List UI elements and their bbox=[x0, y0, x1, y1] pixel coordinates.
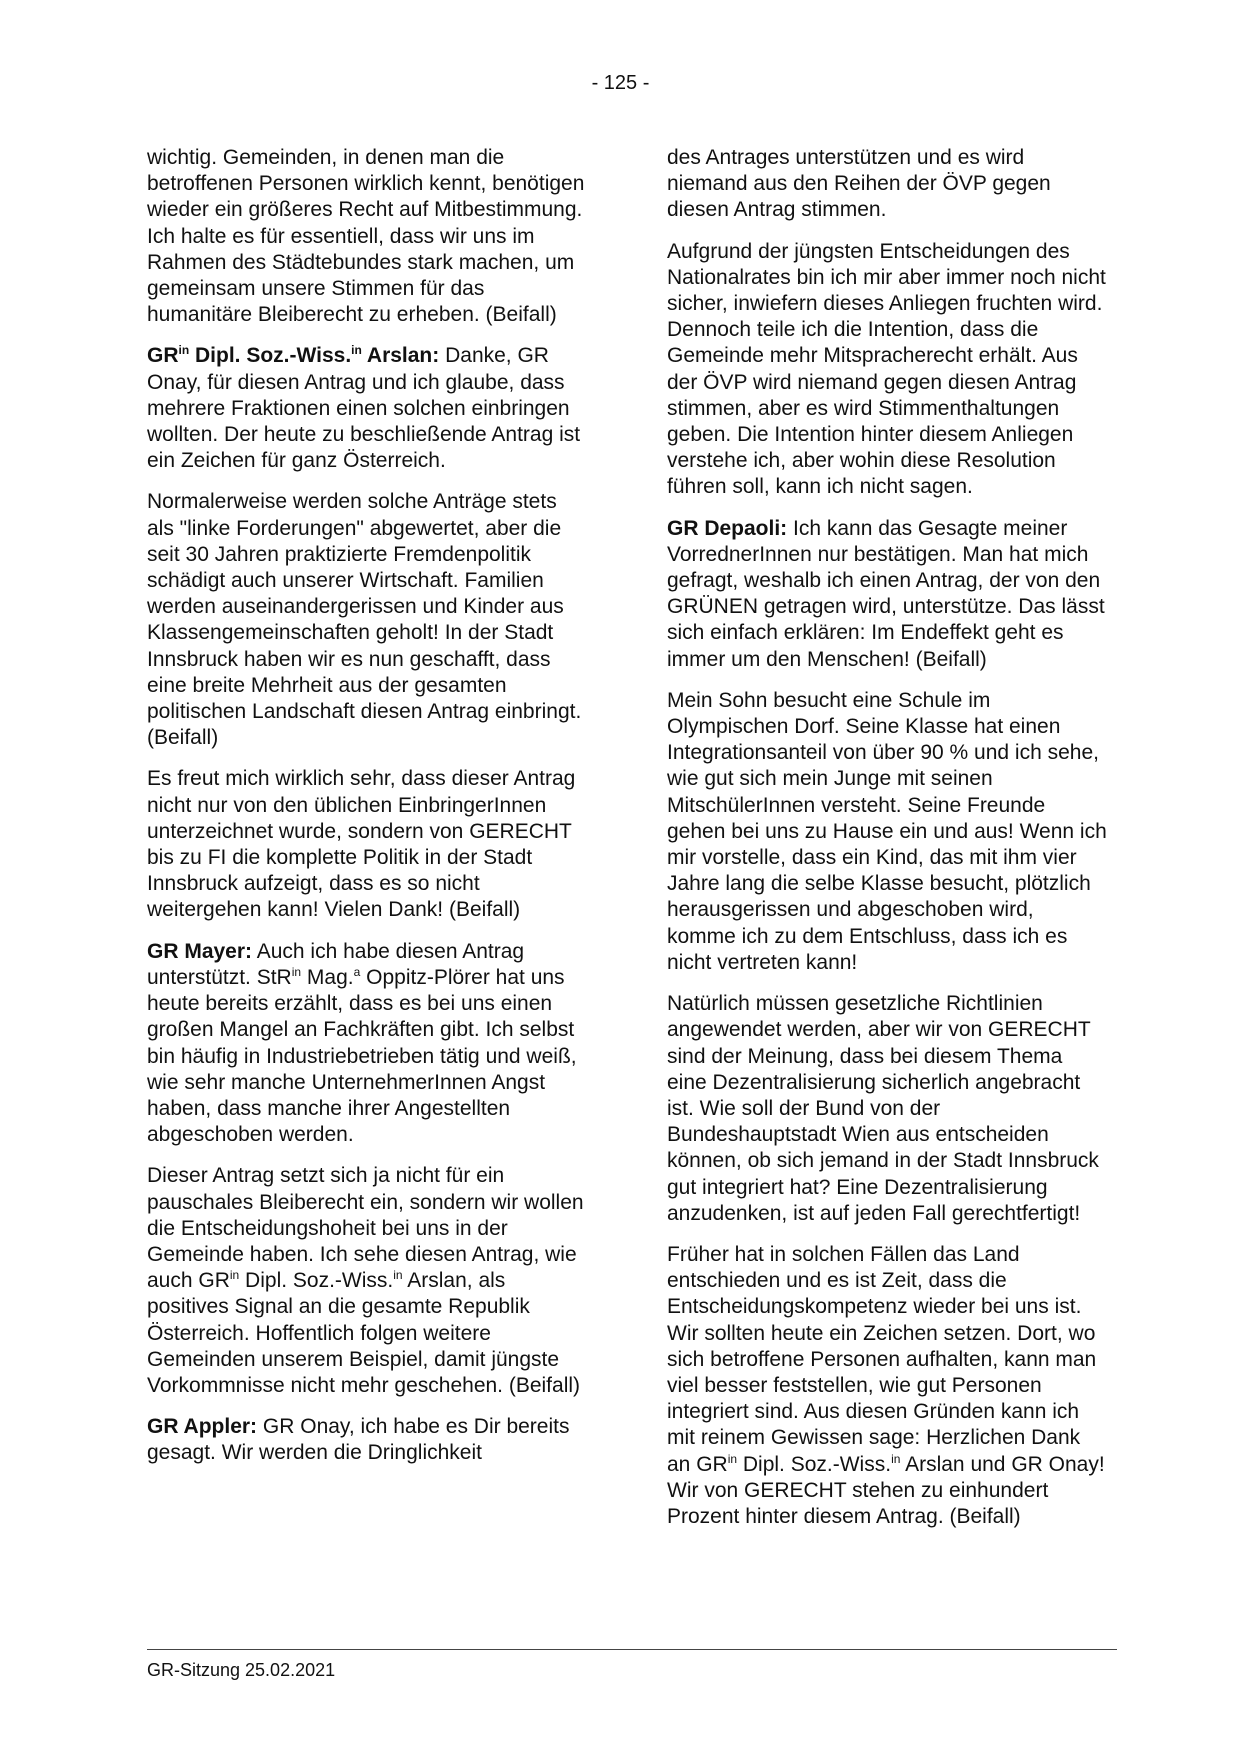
speaker-name: $GR^{in}$ Dipl. Soz.-Wiss.$^{in}$ Arslan: bbox=[147, 343, 440, 368]
speaker-name: GR Depaoli: bbox=[667, 516, 788, 540]
paragraph: Mein Sohn besucht eine Schule im Olympischen Dorf. Seine Klasse hat einen Integrationsanteil von über 90 % und ich sehe, wie gut sich mein Junge mit seinen MitschülerInnen versteht. Seine Freunde gehen bei uns zu Hause ein und aus! Wenn ich mir vorstelle, dass ein Kind, das mit ihm vier Jahre lang die selbe Klasse besucht, plötzlich herausgerissen und abgeschoben wird, komme ich zu dem Entschluss, dass ich es nicht vertreten kann! bbox=[667, 688, 1107, 974]
footer-divider bbox=[147, 1649, 1117, 1650]
paragraph: $GR^{in}$ Dipl. Soz.-Wiss.$^{in}$ Arslan: Danke, GR Onay, für diesen Antrag und ich glaube, dass mehrere Fraktionen einen solchen einbringen wollten. Der heute zu beschließende Antrag ist ein Zeichen für ganz Österreich. bbox=[147, 343, 581, 473]
paragraph: GR Depaoli: Ich kann das Gesagte meiner VorrednerInnen nur bestätigen. Man hat mich gefragt, weshalb ich einen Antrag, der von den GRÜNEN getragen wird, unterstütze. Das lässt sich einfach erklären: Im Endeffekt geht es immer um den Menschen! (Beifall) bbox=[667, 516, 1105, 671]
page-number: - 125 - bbox=[591, 72, 650, 94]
paragraph: GR Mayer: Auch ich habe diesen Antrag unterstützt. StR$^{in}$ Mag.$^a$ Oppitz-Plörer hat uns heute bereits erzählt, dass es bei uns einen großen Mangel an Fachkräften gibt. Ich selbst bin häufig in Industriebetrieben tätig und weiß, wie sehr manche UnternehmerInnen Angst haben, dass manche ihrer Angestellten abgeschoben werden. bbox=[147, 939, 577, 1147]
paragraph: Normalerweise werden solche Anträge stets als "linke Forderungen" abgewertet, aber die seit 30 Jahren praktizierte Fremdenpolitik schädigt auch unserer Wirtschaft. Familien werden auseinandergerissen und Kinder aus Klassengemeinschaften geholt! In der Stadt Innsbruck haben wir es nun geschafft, dass eine breite Mehrheit aus der gesamten politischen Landschaft diesen Antrag einbringt. (Beifall) bbox=[147, 490, 582, 750]
paragraph: des Antrages unterstützen und es wird niemand aus den Reihen der ÖVP gegen diesen Antrag stimmen. bbox=[667, 146, 1051, 222]
left-column bbox=[147, 145, 587, 1482]
paragraph: Aufgrund der jüngsten Entscheidungen des Nationalrates bin ich mir aber immer noch nicht sicher, inwiefern dieses Anliegen fruchten wird. Dennoch teile ich die Intention, dass die Gemeinde mehr Mitspracherecht erhält. Aus der ÖVP wird niemand gegen diesen Antrag stimmen, aber es wird Stimmenthaltungen geben. Die Intention hinter diesem Anliegen verstehe ich, aber wohin diese Resolution führen soll, kann ich nicht sagen. bbox=[667, 239, 1106, 499]
paragraph: Es freut mich wirklich sehr, dass dieser Antrag nicht nur von den üblichen EinbringerInnen unterzeichnet wurde, sondern von GERECHT bis zu FI die komplette Politik in der Stadt Innsbruck aufzeigt, dass es so nicht weitergehen kann! Vielen Dank! (Beifall) bbox=[147, 767, 576, 922]
speaker-name: GR Mayer: bbox=[147, 939, 253, 963]
footer-session-date: GR-Sitzung 25.02.2021 bbox=[147, 1660, 336, 1680]
paragraph: GR Appler: GR Onay, ich habe es Dir bereits gesagt. Wir werden die Dringlichkeit bbox=[147, 1415, 570, 1465]
right-column bbox=[667, 145, 1107, 1545]
paragraph: Früher hat in solchen Fällen das Land entschieden und es ist Zeit, dass die Entscheidungskompetenz wieder bei uns ist. Wir sollten heute ein Zeichen setzen. Dort, wo sich betroffene Personen aufhalten, kann man viel besser feststellen, wie gut Personen integriert sind. Aus diesen Gründen kann ich mit reinem Gewissen sage: Herzlichen Dank an $GR^{in}$ Dipl. Soz.-Wiss.$^{in}$ Arslan und GR Onay! Wir von GERECHT stehen zu einhundert Prozent hinter diesem Antrag. (Beifall) bbox=[667, 1242, 1105, 1528]
paragraph: Natürlich müssen gesetzliche Richtlinien angewendet werden, aber wir von GERECHT sind der Meinung, dass bei diesem Thema eine Dezentralisierung sicherlich angebracht ist. Wie soll der Bund von der Bundeshauptstadt Wien aus entscheiden können, ob sich jemand in der Stadt Innsbruck gut integriert hat? Eine Dezentralisierung anzudenken, ist auf jeden Fall gerechtfertigt! bbox=[667, 992, 1099, 1225]
paragraph: wichtig. Gemeinden, in denen man die betroffenen Personen wirklich kennt, benötigen wieder ein größeres Recht auf Mitbestimmung. Ich halte es für essentiell, dass wir uns im Rahmen des Städtebundes stark machen, um gemeinsam unsere Stimmen für das humanitäre Bleiberecht zu erheben. (Beifall) bbox=[147, 146, 585, 327]
paragraph: Dieser Antrag setzt sich ja nicht für ein pauschales Bleiberecht ein, sondern wir wollen die Entscheidungshoheit bei uns in der Gemeinde haben. Ich sehe diesen Antrag, wie auch $GR^{in}$ Dipl. Soz.-Wiss.$^{in}$ Arslan, als positives Signal an die gesamte Republik Österreich. Hoffentlich folgen weitere Gemeinden unserem Beispiel, damit jüngste Vorkommnisse nicht mehr geschehen. (Beifall) bbox=[147, 1164, 584, 1397]
speaker-name: GR Appler: bbox=[147, 1415, 258, 1439]
